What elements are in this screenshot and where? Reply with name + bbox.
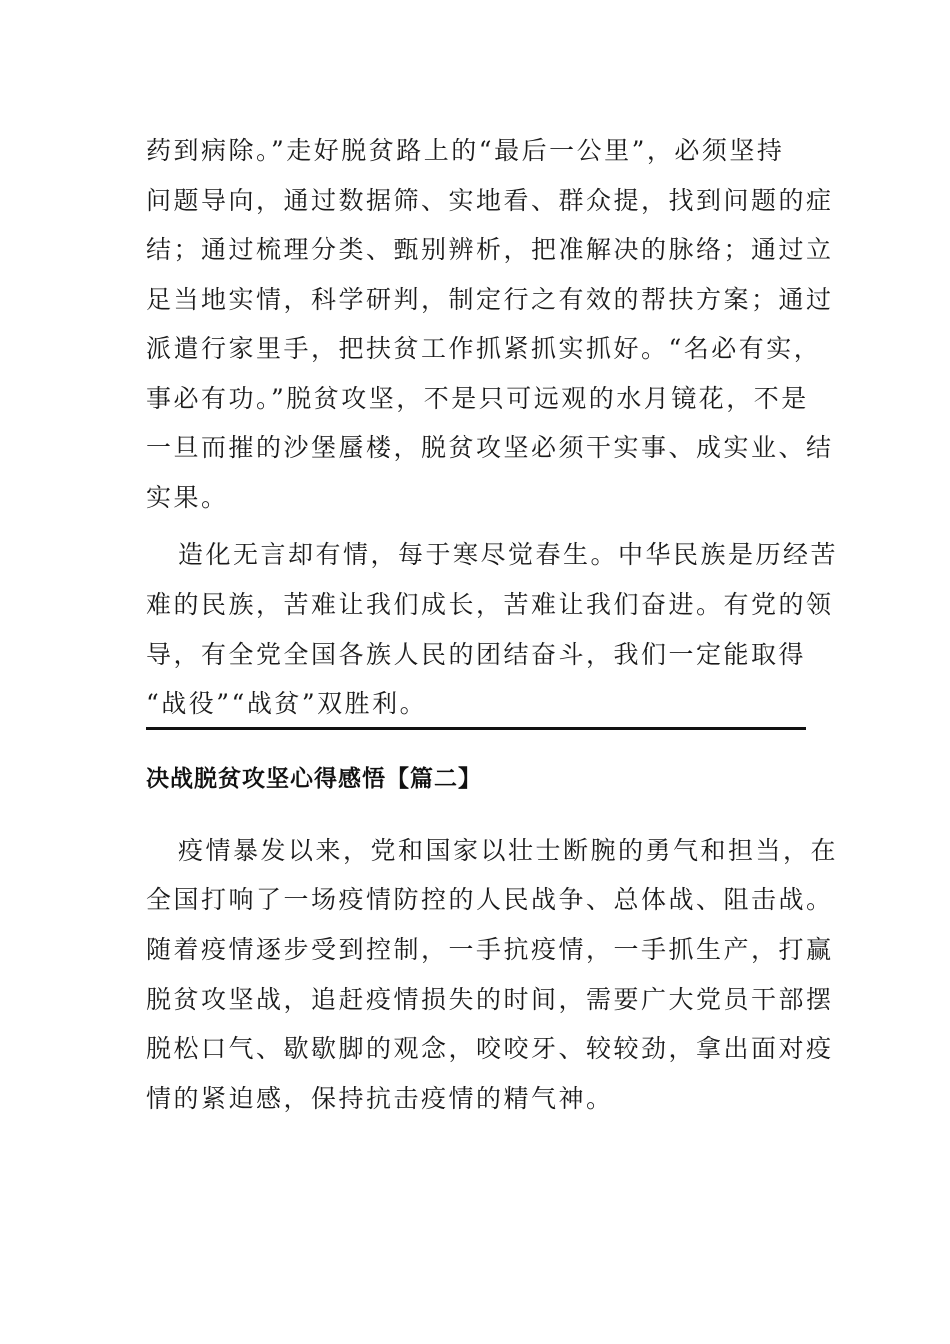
- text-line: 难的民族，苦难让我们成长，苦难让我们奋进。有党的领: [146, 590, 834, 619]
- text-line: 疫情暴发以来，党和国家以壮士断腕的勇气和担当，在: [178, 836, 839, 865]
- text-line: 造化无言却有情，每于寒尽觉春生。中华民族是历经苦: [178, 540, 839, 569]
- text-line: 实果。: [146, 483, 229, 512]
- text-line: 问题导向，通过数据筛、实地看、群众提，找到问题的症: [146, 186, 834, 215]
- text-line: “战役”“战贫”双胜利。: [146, 689, 428, 718]
- text-line: 足当地实情，科学研判，制定行之有效的帮扶方案；通过: [146, 285, 834, 314]
- text-line: 事必有功。”脱贫攻坚，不是只可远观的水月镜花，不是: [146, 384, 809, 413]
- text-line: 药到病除。”走好脱贫路上的“最后一公里”，必须坚持: [146, 136, 785, 165]
- text-line: 随着疫情逐步受到控制，一手抗疫情，一手抓生产，打赢: [146, 935, 834, 964]
- text-line: 结；通过梳理分类、甄别辨析，把准解决的脉络；通过立: [146, 235, 834, 264]
- text-line: 脱贫攻坚战，追赶疫情损失的时间，需要广大党员干部摆: [146, 985, 834, 1014]
- text-line: 派遣行家里手，把扶贫工作抓紧抓实抓好。“名必有实，: [146, 334, 822, 363]
- text-line: 情的紧迫感，保持抗击疫情的精气神。: [146, 1084, 614, 1113]
- section-heading: 决战脱贫攻坚心得感悟【篇二】: [146, 766, 482, 792]
- text-line: 导，有全党全国各族人民的团结奋斗，我们一定能取得: [146, 640, 807, 669]
- text-line: 脱松口气、歇歇脚的观念，咬咬牙、较较劲，拿出面对疫: [146, 1034, 834, 1063]
- text-line: 一旦而摧的沙堡蜃楼，脱贫攻坚必须干实事、成实业、结: [146, 433, 834, 462]
- section-divider: [146, 727, 806, 730]
- text-line: 全国打响了一场疫情防控的人民战争、总体战、阻击战。: [146, 885, 834, 914]
